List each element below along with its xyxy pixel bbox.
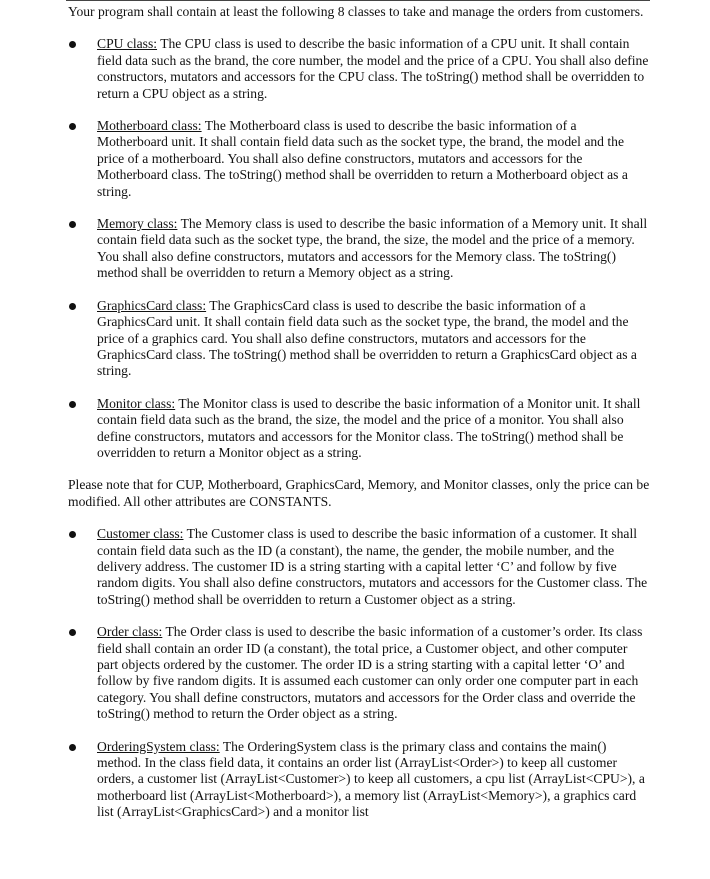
class-list-a xyxy=(68,36,650,461)
class-item xyxy=(68,36,650,102)
class-description: The OrderingSystem class is the primary class and contains the main() method. In the class field data, it contains an order list (ArrayList<Order>) to keep all customer orders, a customer list (ArrayList<Customer>) to keep all customers, a cpu list (ArrayList<CPU>), a motherboard list (ArrayList<Motherboard>), a memory list (ArrayList<Memory>), a graphics card list (ArrayList<GraphicsCard>) and a monitor list xyxy=(97,738,645,820)
bullet-icon xyxy=(69,221,76,228)
class-item xyxy=(68,526,650,608)
bullet-icon xyxy=(69,531,76,538)
bullet-icon xyxy=(69,41,76,48)
bullet-icon xyxy=(69,629,76,636)
constants-note: Please note that for CUP, Motherboard, GraphicsCard, Memory, and Monitor classes, only the price can be modified. All other attributes are CONSTANTS. xyxy=(68,477,650,509)
class-description: The Order class is used to describe the basic information of a customer’s order. Its class field shall contain an order ID (a constant), the total price, a Customer object, and other computer part objects ordered by the customer. The order ID is a string starting with a capital letter ‘O’ and follow by five random digits. It is assumed each customer can only order one computer part in each category. You shall define constructors, mutators and accessors for the Order class and override the toString() method to return the Order object as a string. xyxy=(97,624,643,722)
class-description: The GraphicsCard class is used to describe the basic information of a GraphicsCard unit. It shall contain field data such as the socket type, the brand, the model and the price of a graphics card. You shall also define constructors, mutators and accessors for the GraphicsCard class. The toString() method shall be overridden to return a GraphicsCard object as a string. xyxy=(97,297,637,379)
top-rule xyxy=(66,0,650,1)
class-list-b xyxy=(68,526,650,821)
class-item xyxy=(68,216,650,282)
class-description: The Memory class is used to describe the basic information of a Memory unit. It shall contain field data such as the socket type, the brand, the size, the model and the price of a memory. You shall also define constructors, mutators and accessors for the Memory class. The toString() method shall be overridden to return a Memory object as a string. xyxy=(97,216,648,281)
class-item xyxy=(68,396,650,462)
class-name: GraphicsCard class: xyxy=(97,297,207,313)
class-name: CPU class: xyxy=(97,36,158,52)
class-name: Customer class: xyxy=(97,526,184,542)
class-name: Motherboard class: xyxy=(97,118,202,134)
bullet-icon xyxy=(69,401,76,408)
class-item xyxy=(68,739,650,821)
class-name: Order class: xyxy=(97,624,163,640)
class-name: OrderingSystem class: xyxy=(97,738,220,754)
class-name: Memory class: xyxy=(97,216,178,232)
class-description: The CPU class is used to describe the basic information of a CPU unit. It shall contain field data such as the brand, the core number, the model and the price of a CPU. You shall also define constructors, mutators and accessors for the CPU class. The toString() method shall be overridden to return a CPU object as a string. xyxy=(97,36,649,101)
class-item xyxy=(68,624,650,722)
bullet-icon xyxy=(69,744,76,751)
intro-paragraph: Your program shall contain at least the following 8 classes to take and manage the orders from customers. xyxy=(68,4,644,19)
class-item xyxy=(68,298,650,380)
class-item xyxy=(68,118,650,200)
document-page xyxy=(68,4,650,821)
class-description: The Customer class is used to describe the basic information of a customer. It shall contain field data such as the ID (a constant), the name, the gender, the mobile number, and the delivery address. The customer ID is a string starting with a capital letter ‘C’ and follow by five random digits. You shall also define constructors, mutators and accessors for the Customer class. The toString() method shall be overridden to return a Customer object as a string. xyxy=(97,526,648,607)
bullet-icon xyxy=(69,303,76,310)
class-description: The Motherboard class is used to describe the basic information of a Motherboard unit. It shall contain field data such as the socket type, the brand, the model and the price of a motherboard. You shall also define constructors, mutators and accessors for the Motherboard class. The toString() method shall be overridden to return a Motherboard object as a string. xyxy=(97,118,628,199)
bullet-icon xyxy=(69,123,76,130)
class-name: Monitor class: xyxy=(97,395,176,411)
class-description: The Monitor class is used to describe the basic information of a Monitor unit. It shall contain field data such as the brand, the size, the model and the price of a monitor. You shall also define constructors, mutators and accessors for the Monitor class. The toString() method shall be overridden to return a Monitor object as a string. xyxy=(97,395,641,460)
